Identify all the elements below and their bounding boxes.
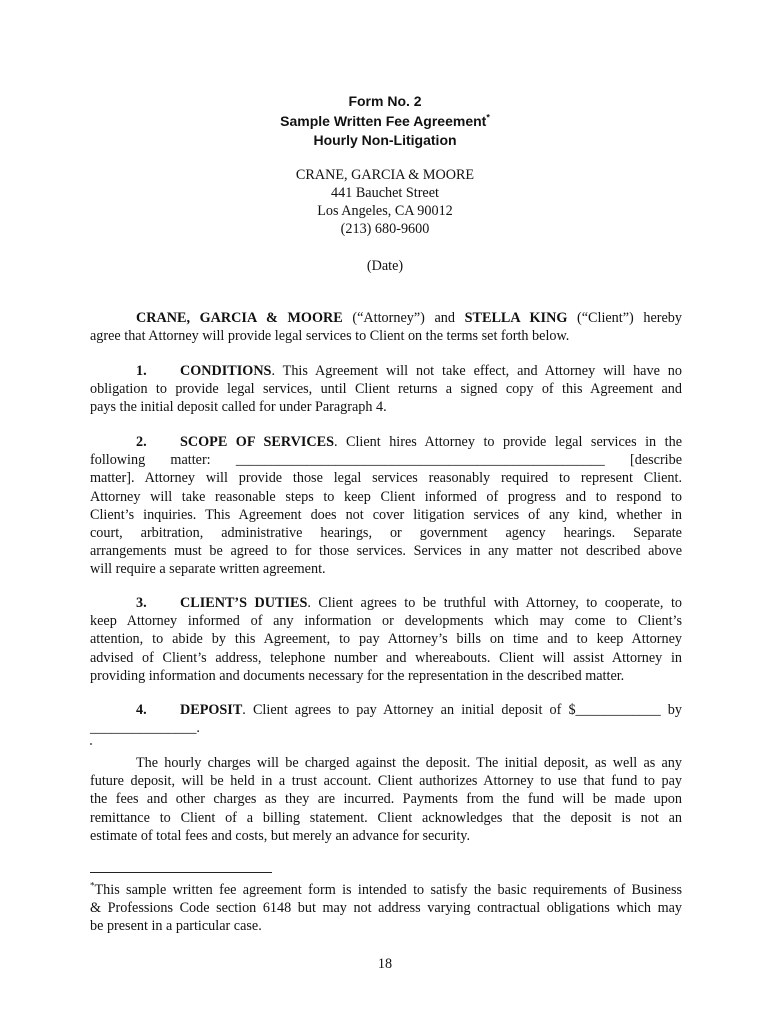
section-4-line-1 bbox=[90, 701, 682, 719]
footnote-mark: * bbox=[90, 880, 95, 891]
section-heading: DEPOSIT bbox=[180, 702, 243, 718]
section-2-line-8: will require a separate written agreement. bbox=[90, 561, 326, 578]
section-text: . Client agrees to be truthful with Attorney, to cooperate, to bbox=[307, 595, 682, 611]
section-2-line-3: matter]. Attorney will provide those legal services reasonably required to represent Client. bbox=[90, 470, 682, 487]
section-scope-of-services bbox=[90, 433, 682, 579]
section-1-line-2: obligation to provide legal services, until Client returns a signed copy of this Agreement and bbox=[90, 381, 682, 398]
attorney-name: CRANE, GARCIA & MOORE bbox=[136, 310, 343, 326]
section-2-line-6: court, arbitration, administrative hearings, or government agency hearings. Separate bbox=[90, 525, 682, 542]
footnote-marker: * bbox=[486, 112, 490, 123]
intro-line-2: agree that Attorney will provide legal services to Client on the terms set forth below. bbox=[90, 328, 570, 345]
client-name: STELLA KING bbox=[464, 310, 568, 326]
section-heading: CLIENT’S DUTIES bbox=[180, 595, 308, 611]
form-title bbox=[0, 113, 770, 129]
section-deposit bbox=[90, 701, 682, 737]
intro-text-a: (“Attorney”) and bbox=[342, 310, 465, 326]
firm-street: 441 Bauchet Street bbox=[331, 185, 439, 201]
section-heading: CONDITIONS bbox=[180, 363, 272, 379]
footnote-line-3: be present in a particular case. bbox=[90, 918, 262, 935]
section-3-line-1 bbox=[90, 594, 682, 612]
section-conditions bbox=[90, 362, 682, 417]
section-text: . This Agreement will not take effect, and Attorney will have no bbox=[271, 363, 682, 379]
deposit-line-3: the fees and other charges as they are incurred. Payments from the fund will be made upon bbox=[90, 791, 682, 808]
deposit-line-1-text: The hourly charges will be charged against the deposit. The initial deposit, as well as any bbox=[136, 755, 682, 771]
section-1-line-3: pays the initial deposit called for under Paragraph 4. bbox=[90, 399, 387, 416]
section-2-line-5: Client’s inquiries. This Agreement does not cover litigation services of any kind, whether in bbox=[90, 506, 682, 523]
section-heading: SCOPE OF SERVICES bbox=[180, 434, 334, 450]
firm-phone: (213) 680-9600 bbox=[340, 221, 430, 237]
section-3-line-4: advised of Client’s address, telephone number and whereabouts. Client will assist Attorney in bbox=[90, 649, 682, 666]
section-2-line-7: arrangements must be agreed to for those services. Services in any matter not described above bbox=[90, 543, 682, 560]
footnote-line-1 bbox=[90, 881, 682, 899]
section-text: . Client agrees to pay Attorney an initial deposit of $____________ by bbox=[242, 702, 682, 718]
intro-text-b: (“Client”) hereby bbox=[567, 310, 682, 326]
section-1-line-1 bbox=[90, 362, 682, 380]
form-number: Form No. 2 bbox=[348, 93, 422, 109]
section-4-line-2: _______________. bbox=[90, 720, 200, 737]
section-number: 2. bbox=[136, 434, 147, 450]
deposit-line-1 bbox=[90, 754, 682, 772]
section-2-line-2: following matter: ____________________________________________________ [describe bbox=[90, 452, 682, 469]
section-3-line-2: keep Attorney informed of any information or developments which may come to Client’s bbox=[90, 613, 682, 630]
form-subtitle: Hourly Non-Litigation bbox=[313, 132, 457, 148]
firm-city: Los Angeles, CA 90012 bbox=[317, 203, 453, 219]
page-number: 18 bbox=[377, 956, 393, 972]
section-3-line-3: attention, to abide by this Agreement, to pay Attorney’s bills on time and to keep Attorney bbox=[90, 631, 682, 648]
section-number: 3. bbox=[136, 595, 147, 611]
form-title-text: Sample Written Fee Agreement bbox=[280, 113, 487, 129]
section-2-line-1 bbox=[90, 433, 682, 451]
intro-paragraph bbox=[90, 309, 682, 345]
section-text: . Client hires Attorney to provide legal services in the bbox=[333, 434, 682, 450]
section-clients-duties bbox=[90, 594, 682, 685]
deposit-line-4: remittance to Client of a billing statement. Client acknowledges that the deposit is not an bbox=[90, 809, 682, 826]
deposit-paragraph bbox=[90, 754, 682, 845]
footnote-line-1-text: This sample written fee agreement form is intended to satisfy the basic requirements of Business bbox=[94, 882, 682, 898]
section-2-line-4: Attorney will take reasonable steps to keep Client informed of progress and to respond to bbox=[90, 488, 682, 505]
date-placeholder: (Date) bbox=[366, 258, 404, 274]
section-number: 4. bbox=[136, 702, 147, 718]
footnote-line-2: & Professions Code section 6148 but may not address varying contractual obligations which may bbox=[90, 900, 682, 917]
deposit-line-2: future deposit, will be held in a trust account. Client authorizes Attorney to use that fund to pay bbox=[90, 773, 682, 790]
firm-name: CRANE, GARCIA & MOORE bbox=[295, 167, 475, 183]
intro-line-1 bbox=[90, 309, 682, 327]
deposit-line-5: estimate of total fees and costs, but merely an advance for security. bbox=[90, 827, 471, 844]
footnote bbox=[90, 881, 682, 936]
footnote-rule bbox=[90, 872, 272, 873]
section-number: 1. bbox=[136, 363, 147, 379]
scan-speck bbox=[90, 743, 92, 745]
section-3-line-5: providing information and documents necessary for the representation in the described matter. bbox=[90, 667, 625, 684]
